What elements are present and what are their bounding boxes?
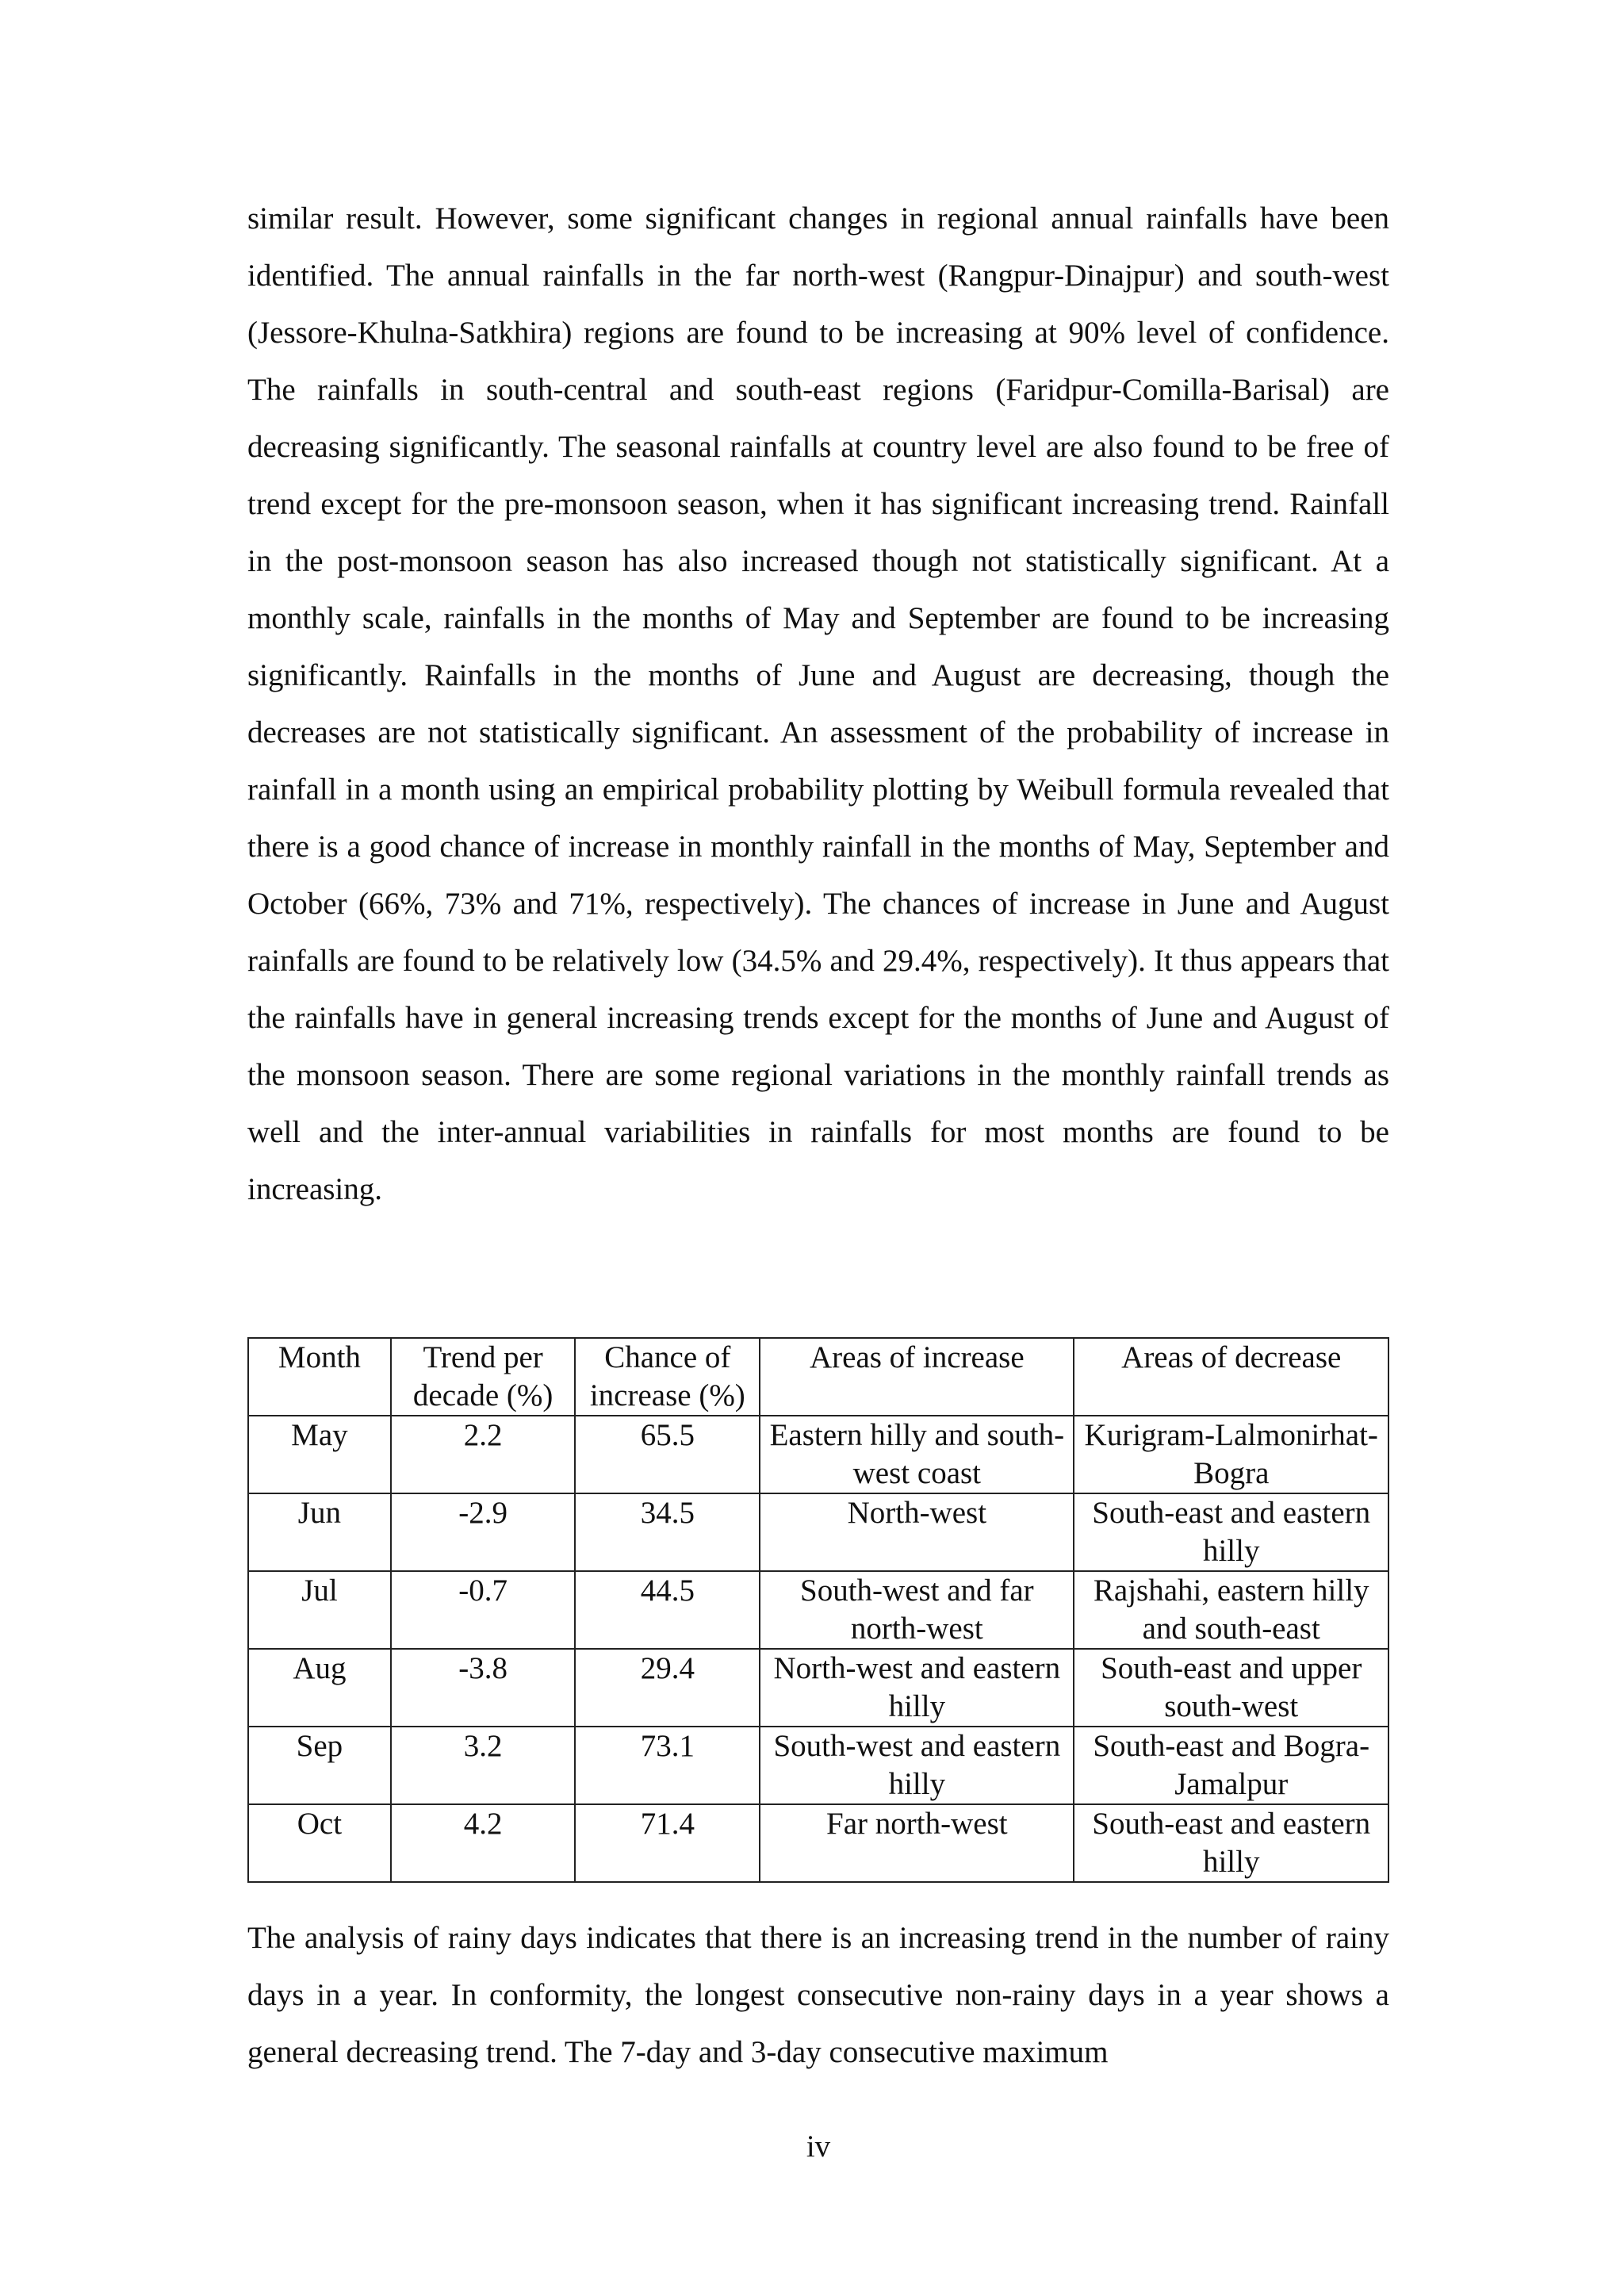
cell-month: Oct: [248, 1804, 391, 1882]
cell-areas-increase: South-west and eastern hilly: [760, 1727, 1074, 1804]
cell-trend: 4.2: [391, 1804, 576, 1882]
cell-areas-increase: Far north-west: [760, 1804, 1074, 1882]
cell-month: Sep: [248, 1727, 391, 1804]
cell-month: Jul: [248, 1571, 391, 1649]
table-row: [248, 1571, 1388, 1649]
cell-chance: 71.4: [575, 1804, 760, 1882]
cell-month: Aug: [248, 1649, 391, 1727]
cell-chance: 65.5: [575, 1416, 760, 1493]
cell-areas-decrease: Rajshahi, eastern hilly and south-east: [1074, 1571, 1388, 1649]
cell-month: Jun: [248, 1493, 391, 1571]
header-chance-of-increase: Chance of increase (%): [575, 1338, 760, 1416]
cell-month: May: [248, 1416, 391, 1493]
cell-chance: 73.1: [575, 1727, 760, 1804]
cell-trend: 3.2: [391, 1727, 576, 1804]
cell-areas-decrease: Kurigram-Lalmonirhat-Bogra: [1074, 1416, 1388, 1493]
cell-trend: -0.7: [391, 1571, 576, 1649]
cell-areas-decrease: South-east and eastern hilly: [1074, 1493, 1388, 1571]
cell-chance: 29.4: [575, 1649, 760, 1727]
cell-trend: -2.9: [391, 1493, 576, 1571]
page-number: iv: [806, 2129, 831, 2164]
table-row: [248, 1416, 1388, 1493]
cell-chance: 34.5: [575, 1493, 760, 1571]
cell-areas-decrease: South-east and upper south-west: [1074, 1649, 1388, 1727]
table-row: [248, 1804, 1388, 1882]
table-header-row: [248, 1338, 1388, 1416]
table-row: [248, 1649, 1388, 1727]
cell-areas-decrease: South-east and Bogra-Jamalpur: [1074, 1727, 1388, 1804]
cell-areas-increase: South-west and far north-west: [760, 1571, 1074, 1649]
cell-trend: -3.8: [391, 1649, 576, 1727]
monthly-rainfall-trend-table: [247, 1337, 1389, 1883]
header-month: Month: [248, 1338, 391, 1416]
cell-trend: 2.2: [391, 1416, 576, 1493]
cell-areas-decrease: South-east and eastern hilly: [1074, 1804, 1388, 1882]
rainy-days-paragraph: The analysis of rainy days indicates that there is an increasing trend in the number of rainy days in a year. In conformity, the longest consecutive non-rainy days in a year shows a general decreasing trend. The 7-day and 3-day consecutive maximum: [247, 1921, 1389, 2069]
table-row: [248, 1727, 1388, 1804]
cell-chance: 44.5: [575, 1571, 760, 1649]
header-trend-per-decade: Trend per decade (%): [391, 1338, 576, 1416]
table-row: [248, 1493, 1388, 1571]
summary-paragraph: similar result. However, some significant changes in regional annual rainfalls have been identified. The annual rainfalls in the far north-west (Rangpur-Dinajpur) and south-west (Jessore-Khulna-Satkhira) regions are found to be increasing at 90% level of confidence. The rainfalls in south-central and south-east regions (Faridpur-Comilla-Barisal) are decreasing significantly. The seasonal rainfalls at country level are also found to be free of trend except for the pre-monsoon season, when it has significant increasing trend. Rainfall in the post-monsoon season has also increased though not statistically significant. At a monthly scale, rainfalls in the months of May and September are found to be increasing significantly. Rainfalls in the months of June and August are decreasing, though the decreases are not statistically significant. An assessment of the probability of increase in rainfall in a month using an empirical probability plotting by Weibull formula revealed that there is a good chance of increase in monthly rainfall in the months of May, September and October (66%, 73% and 71%, respectively). The chances of increase in June and August rainfalls are found to be relatively low (34.5% and 29.4%, respectively). It thus appears that the rainfalls have in general increasing trends except for the months of June and August of the monsoon season. There are some regional variations in the monthly rainfall trends as well and the inter-annual variabilities in rainfalls for most months are found to be increasing.: [247, 201, 1389, 1206]
cell-areas-increase: North-west: [760, 1493, 1074, 1571]
cell-areas-increase: Eastern hilly and south-west coast: [760, 1416, 1074, 1493]
cell-areas-increase: North-west and eastern hilly: [760, 1649, 1074, 1727]
header-areas-of-decrease: Areas of decrease: [1074, 1338, 1388, 1416]
header-areas-of-increase: Areas of increase: [760, 1338, 1074, 1416]
